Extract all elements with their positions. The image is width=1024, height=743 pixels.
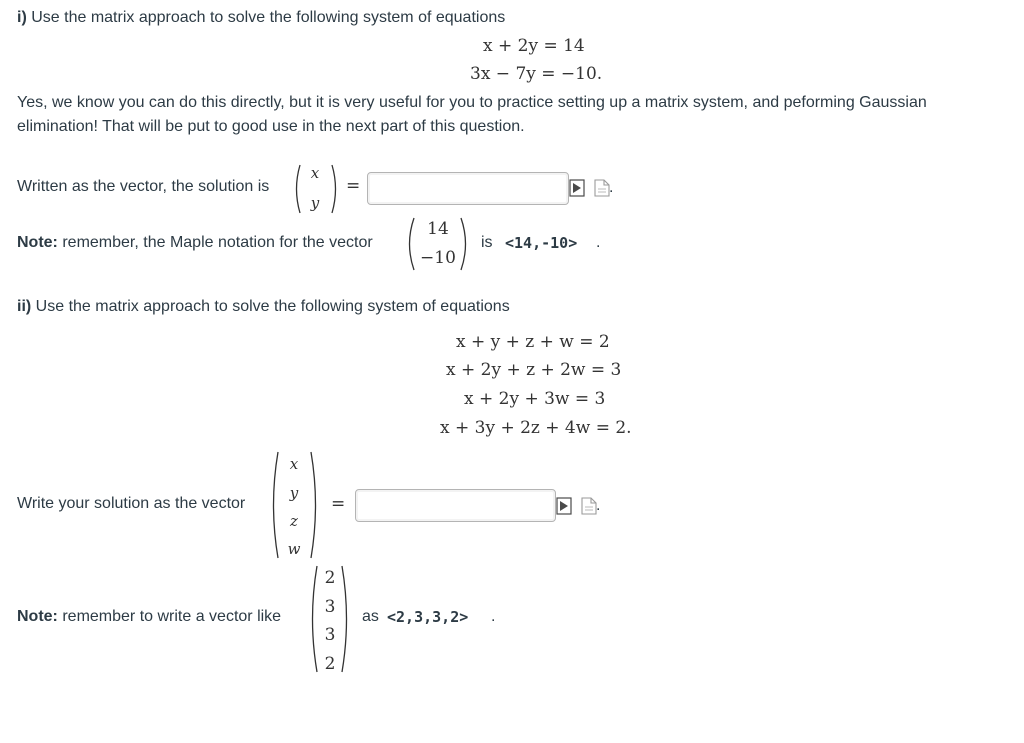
- part-i-note-paragraph-line-2: elimination! That will be put to good use in the next part of this question.: [17, 118, 525, 135]
- part-i-maple-note: [17, 234, 373, 252]
- part-i-vector-x: x: [310, 164, 320, 182]
- part-ii-solution-label: Write your solution as the vector: [17, 495, 246, 512]
- part-ii-equation-1: x + y + z + w = 2: [456, 332, 610, 352]
- part-i-preview-icon[interactable]: [569, 179, 585, 197]
- part-ii-maple-note: [17, 608, 281, 626]
- part-ii-example-entry-2: 3: [324, 597, 336, 617]
- part-i-vector-y: y: [310, 194, 320, 212]
- part-i-equation-1: x + 2y = 14: [483, 36, 585, 56]
- part-ii-equation-3: x + 2y + 3w = 3: [464, 389, 606, 409]
- part-ii-period: .: [596, 497, 601, 514]
- part-i-example-right-paren: [459, 216, 471, 272]
- part-ii-maple-example: <2,3,3,2>: [387, 608, 469, 626]
- part-ii-answer-input[interactable]: [355, 489, 556, 522]
- part-i-note-period: .: [596, 234, 601, 251]
- part-i-equation-2: 3x − 7y = −10.: [470, 64, 603, 84]
- part-ii-example-right-paren: [340, 564, 352, 674]
- part-i-vector-right-paren: [330, 163, 340, 215]
- part-ii-vector-z: z: [290, 512, 298, 530]
- part-i-note-rest: remember, the Maple notation for the vector: [57, 234, 373, 251]
- part-ii-prompt-text: Use the matrix approach to solve the following system of equations: [31, 298, 510, 315]
- part-i-maple-example: <14,-10>: [505, 234, 578, 252]
- part-ii-equals-sign: =: [331, 494, 346, 514]
- part-ii-equation-4: x + 3y + 2z + 4w = 2.: [440, 418, 632, 438]
- part-i-equals-sign: =: [346, 176, 361, 196]
- part-i-example-left-paren: [404, 216, 416, 272]
- part-ii-example-entry-1: 2: [324, 568, 336, 588]
- part-i-syntax-help-icon[interactable]: [594, 179, 610, 197]
- part-ii-example-entry-4: 2: [324, 654, 336, 674]
- part-i-label: i): [17, 9, 27, 26]
- part-ii-note-rest: remember to write a vector like: [57, 608, 282, 625]
- part-i-prompt-text: Use the matrix approach to solve the following system of equations: [26, 9, 506, 26]
- part-ii-note-as: as: [362, 608, 379, 625]
- part-i-period: .: [609, 179, 614, 196]
- part-ii-syntax-help-icon[interactable]: [581, 497, 597, 515]
- part-i-example-entry-1: 14: [427, 219, 449, 239]
- part-ii-note-period: .: [491, 608, 496, 625]
- part-ii-vector-x: x: [289, 455, 299, 473]
- part-ii-vector-right-paren: [309, 450, 321, 560]
- part-i-note-bold: Note:: [17, 234, 58, 251]
- part-ii-example-entry-3: 3: [324, 625, 336, 645]
- part-i-example-entry-2: −10: [420, 248, 456, 268]
- part-i-note-paragraph-line-1: Yes, we know you can do this directly, but it is very useful for you to practice setting up a matrix system, and peforming Gaussian: [17, 94, 927, 111]
- part-ii-note-bold: Note:: [17, 608, 58, 625]
- part-i-note-is: is: [481, 234, 493, 251]
- part-i-prompt: [17, 9, 505, 27]
- part-i-solution-label: Written as the vector, the solution is: [17, 178, 270, 195]
- part-i-answer-input[interactable]: [367, 172, 569, 205]
- part-ii-vector-y: y: [289, 484, 299, 502]
- part-ii-label: ii): [17, 298, 32, 315]
- part-ii-vector-w: w: [287, 540, 301, 558]
- part-ii-preview-icon[interactable]: [556, 497, 572, 515]
- part-ii-prompt: [17, 298, 510, 316]
- part-ii-equation-2: x + 2y + z + 2w = 3: [446, 360, 622, 380]
